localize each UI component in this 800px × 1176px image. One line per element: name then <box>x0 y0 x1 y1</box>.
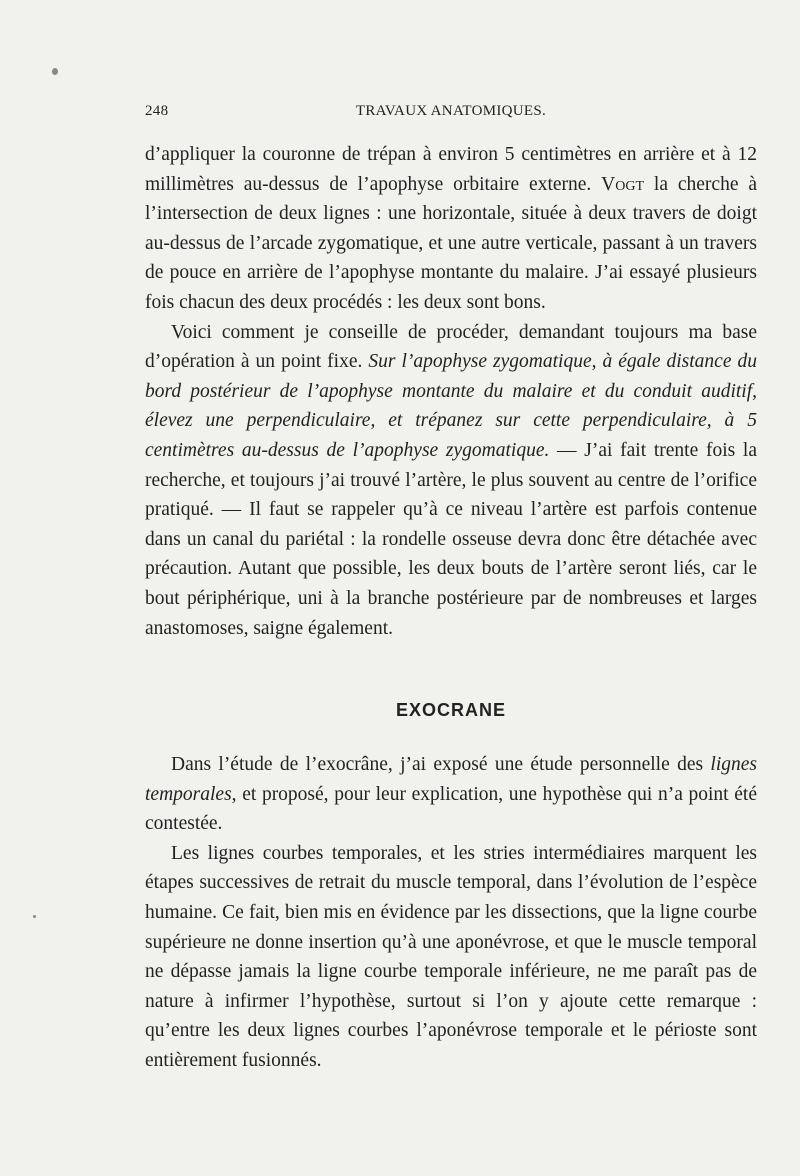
body-text-bottom <box>145 750 757 1076</box>
section-heading: EXOCRANE <box>395 700 506 720</box>
paragraph-text: Voici comment je conseille de procéder, demandant toujours ma base d’opération à un point fixe. <box>145 321 757 373</box>
body-text-top <box>145 140 757 643</box>
paragraph <box>145 750 757 839</box>
paragraph-text: Les lignes courbes temporales, et les stries intermédiaires marquent les étapes successives de retrait du muscle temporal, dans l’évolution de l’espèce humaine. Ce fait, bien mis en évidence par les dissections, que la ligne courbe supérieure ne donne insertion qu’à une aponévrose, et que le muscle temporal ne dépasse jamais la ligne courbe temporale inférieure, ne me paraît pas de nature à infirmer l’hypothèse, surtout si l’on y ajoute cette remarque : qu’entre les deux lignes courbes l’aponévrose temporale et le périoste sont entièrement fusionnés. <box>145 842 757 1071</box>
page-header <box>145 103 757 127</box>
paper-speck <box>33 915 36 918</box>
paragraph-text: , et proposé, pour leur explication, une hypothèse qui n’a point été contestée. <box>145 783 757 835</box>
paragraph <box>145 318 757 644</box>
paragraph-text: la cherche à l’intersection de deux lignes : une horizontale, située à deux travers de doigt au-dessus de l’arcade zygomatique, et une autre verticale, passant à un travers de pouce en arrière de l’apophyse montante du malaire. J’ai essayé plusieurs fois chacun des deux procédés : les deux sont bons. <box>145 173 758 313</box>
paper-speck <box>52 68 58 75</box>
author-name: Vogt <box>601 173 645 195</box>
italic-instruction: Sur l’apophyse zygomatique, à égale distance du bord postérieur de l’apophyse montante du malaire et du conduit auditif, élevez une perpendiculaire, et trépanez sur cette perpendiculaire, à 5 centimètres au-dessus de l’apophyse zygomatique. <box>145 351 757 461</box>
italic-term: lignes temporales <box>145 754 757 805</box>
page-number: 248 <box>145 103 169 119</box>
paragraph-text: Dans l’étude de l’exocrâne, j’ai exposé une étude personnelle des <box>171 754 711 775</box>
paragraph-text: d’appliquer la couronne de trépan à environ 5 centimètres en arrière et à 12 millimètres au-dessus de l’apophyse orbitaire externe. <box>145 144 757 195</box>
paragraph <box>145 839 757 1076</box>
paragraph-continuation <box>145 140 757 318</box>
paragraph-text: — J’ai fait trente fois la recherche, et toujours j’ai trouvé l’artère, le plus souvent au centre de l’orifice pratiqué. — Il faut se rappeler qu’à ce niveau l’artère est parfois contenue dans un canal du pariétal : la rondelle osseuse devra donc être détachée avec précaution. Autant que possible, les deux bouts de l’artère seront liés, car le bout périphérique, uni à la branche postérieure par de nombreuses et larges anastomoses, saigne également. <box>145 439 757 639</box>
running-title: TRAVAUX ANATOMIQUES. <box>355 103 547 119</box>
